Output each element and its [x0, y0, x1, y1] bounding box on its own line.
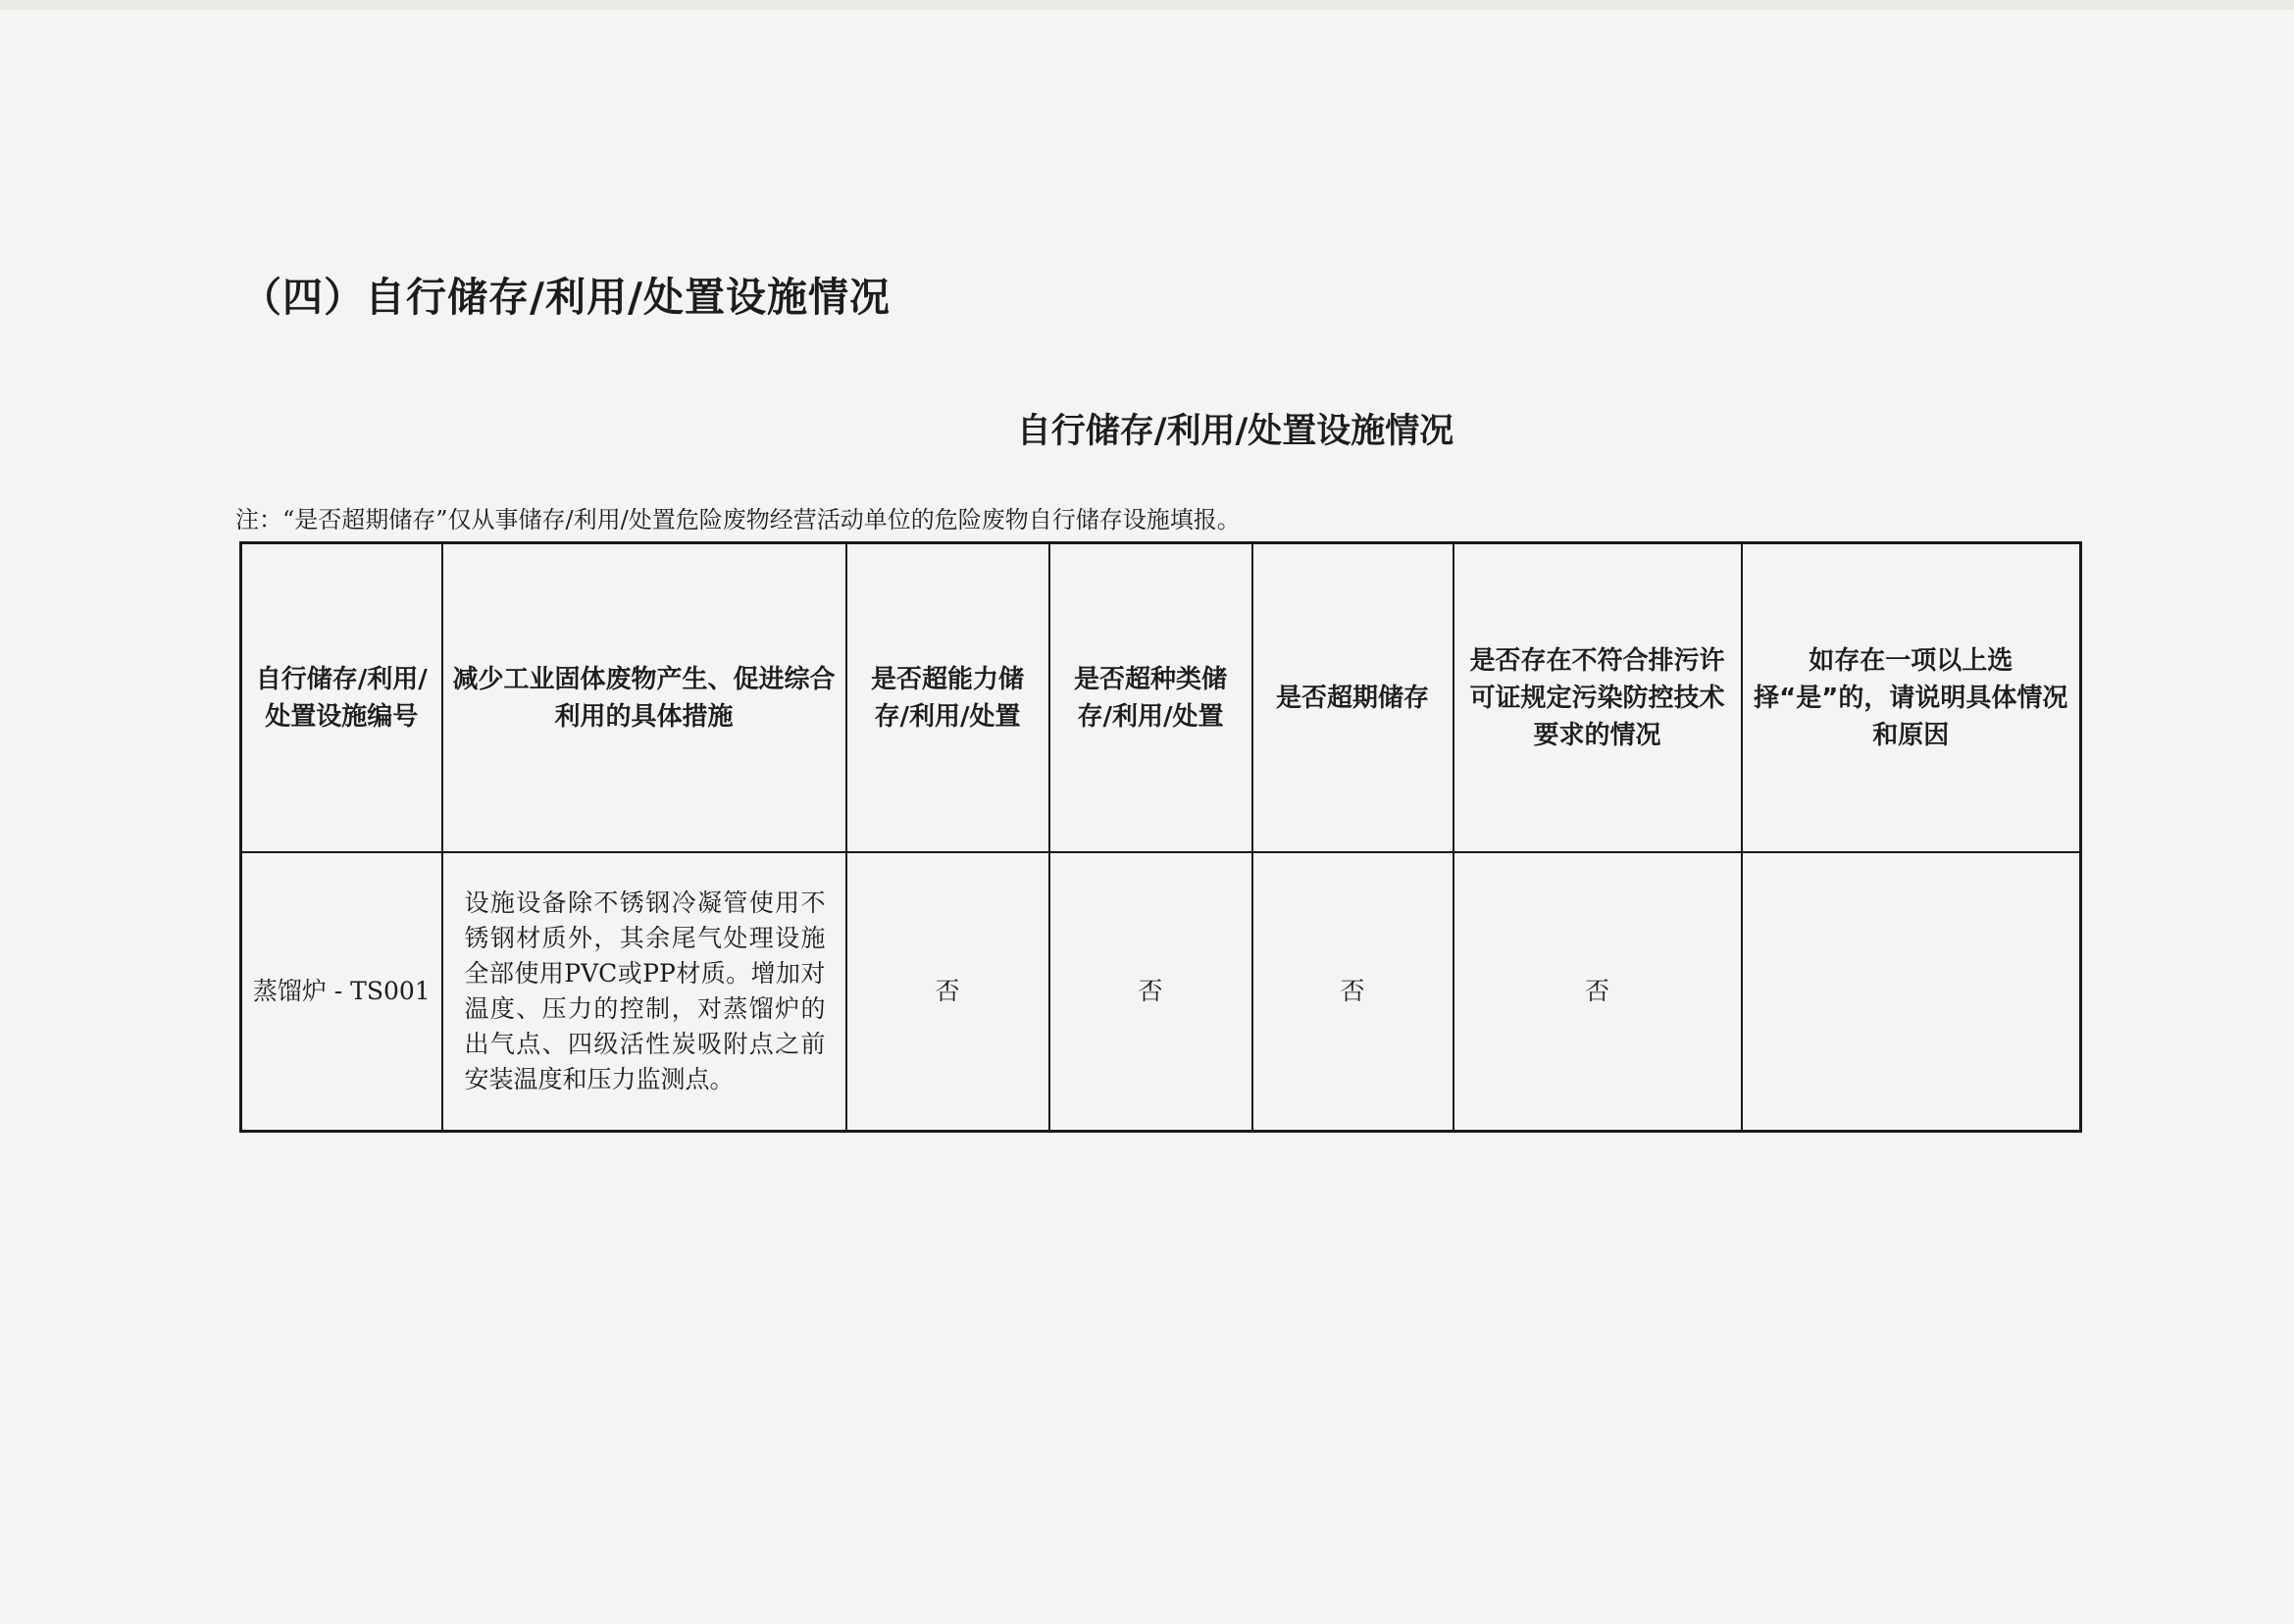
cell-non-compliance: 否	[1453, 852, 1742, 1132]
cell-measures: 设施设备除不锈钢冷凝管使用不锈钢材质外，其余尾气处理设施全部使用PVC或PP材质。增加对温度、压力的控制，对蒸馏炉的出气点、四级活性炭吸附点之前安装温度和压力监测点。	[442, 852, 846, 1132]
header-over-period: 是否超期储存	[1252, 543, 1453, 853]
section-heading: （四）自行储存/利用/处置设施情况	[241, 274, 891, 321]
cell-facility-id: 蒸馏炉 - TS001	[241, 852, 442, 1132]
cell-over-period: 否	[1252, 852, 1453, 1132]
table-note: 注：“是否超期储存”仅从事储存/利用/处置危险废物经营活动单位的危险废物自行储存设施填报。	[235, 506, 1241, 533]
header-facility-id: 自行储存/利用/处置设施编号	[241, 543, 442, 853]
header-measures: 减少工业固体废物产生、促进综合利用的具体措施	[442, 543, 846, 853]
cell-over-type: 否	[1049, 852, 1252, 1132]
scan-edge	[0, 0, 2294, 10]
header-non-compliance: 是否存在不符合排污许可证规定污染防控技术要求的情况	[1453, 543, 1742, 853]
cell-over-capacity: 否	[846, 852, 1049, 1132]
table-title: 自行储存/利用/处置设施情况	[1016, 412, 1454, 451]
cell-explanation	[1742, 852, 2081, 1132]
header-over-type: 是否超种类储存/利用/处置	[1049, 543, 1252, 853]
header-explanation: 如存在一项以上选择“是”的，请说明具体情况和原因	[1742, 543, 2081, 853]
table-header-row	[241, 543, 2081, 853]
table-row	[241, 852, 2081, 1132]
facility-table	[239, 541, 2082, 1133]
header-over-capacity: 是否超能力储存/利用/处置	[846, 543, 1049, 853]
